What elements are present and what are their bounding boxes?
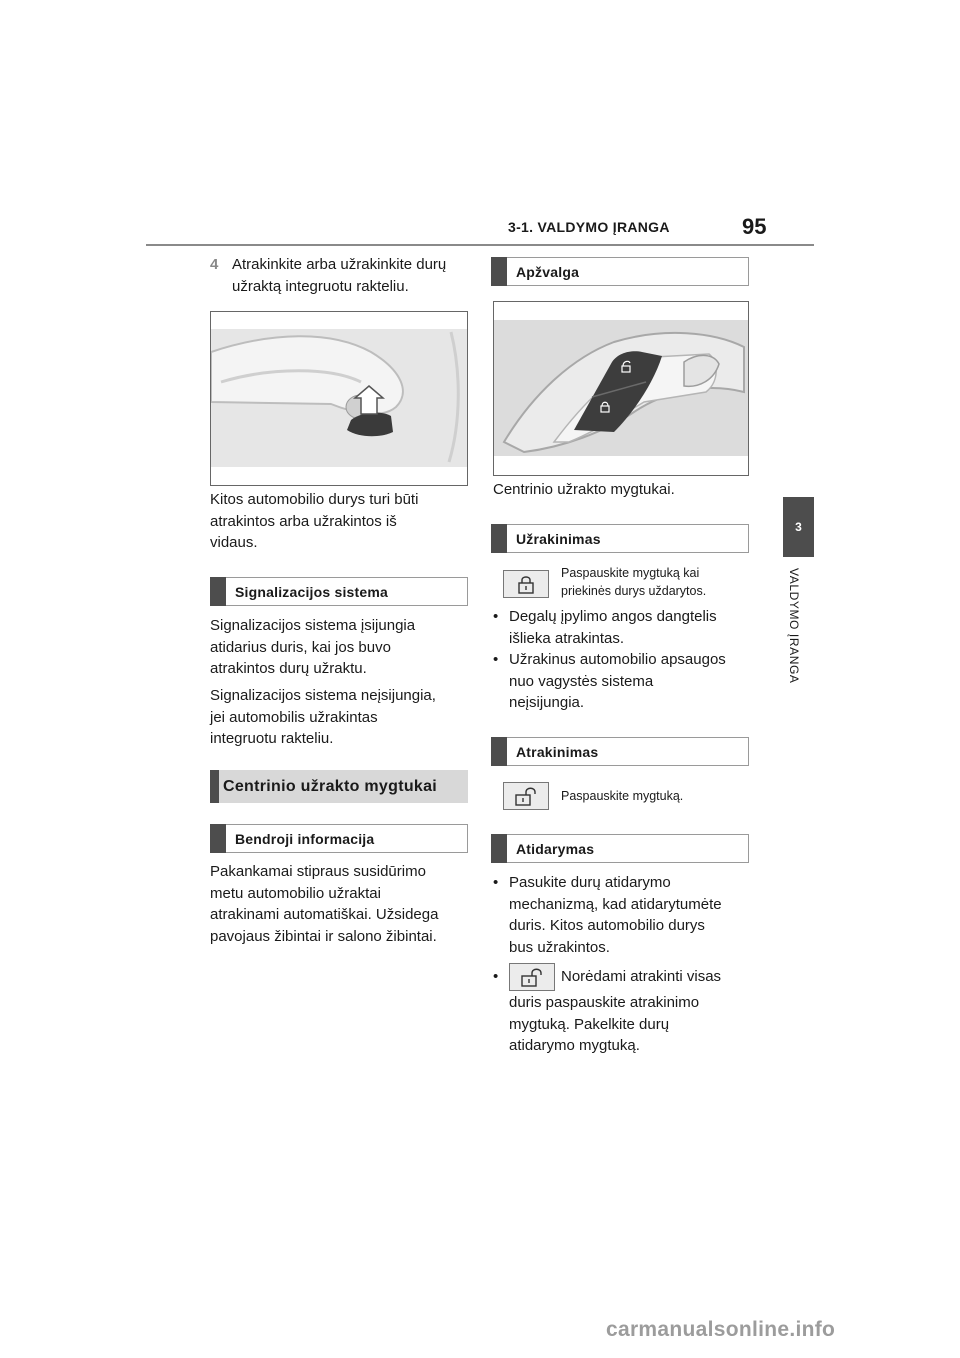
open-bullet-2 — [493, 966, 755, 1057]
heading-locking — [491, 524, 749, 553]
step-line: užraktą integruotu rakteliu. — [232, 277, 409, 295]
section-title: 3-1. VALDYMO ĮRANGA — [508, 219, 670, 235]
watermark: carmanualsonline.info — [606, 1318, 836, 1341]
heading-bar — [210, 770, 219, 803]
page-number: 95 — [742, 214, 767, 239]
heading-label: Centrinio užrakto mygtukai — [223, 777, 438, 795]
list-item — [493, 966, 755, 1057]
text-line: jei automobilis užrakintas — [210, 708, 378, 726]
text-line: Pasukite durų atidarymo — [509, 874, 671, 891]
text-line: mechanizmą, kad atidarytumėte — [509, 895, 722, 913]
text-line: bus užrakintos. — [509, 938, 610, 956]
door-handle-illustration — [211, 312, 467, 485]
chapter-tab: 3 — [783, 497, 814, 557]
text-line: atidarymo mygtuką. — [509, 1037, 640, 1054]
figure-caption: Centrinio užrakto mygtukai. — [493, 481, 675, 498]
text-line: Pakankamai stipraus susidūrimo — [210, 863, 426, 880]
heading-bar — [491, 834, 507, 863]
chapter-side-label: VALDYMO ĮRANGA — [787, 568, 801, 684]
heading-bar — [210, 577, 226, 606]
text-line: Signalizacijos sistema įsijungia — [210, 617, 416, 634]
text-line: nuo vagystės sistema — [509, 672, 654, 690]
heading-label: Apžvalga — [516, 263, 580, 280]
general-paragraph — [210, 861, 472, 947]
heading-label: Signalizacijos sistema — [235, 583, 389, 600]
unlock-button-symbol — [503, 782, 549, 810]
heading-bar — [491, 737, 507, 766]
heading-alarm-system — [210, 577, 468, 606]
step-4 — [210, 254, 470, 297]
bullet-marker: • — [493, 874, 499, 891]
text-line: išlieka atrakintas. — [509, 629, 625, 647]
text-line: atidarius duris, kai jos buvo — [210, 638, 391, 656]
bullet-marker: • — [493, 968, 499, 985]
padlock-open-icon — [514, 786, 538, 806]
header-rule — [146, 244, 814, 246]
list-item — [493, 606, 755, 649]
text-line: Užrakinus automobilio apsaugos — [509, 651, 726, 668]
text-line: atrakintos arba užrakintos iš — [210, 512, 397, 530]
text-line: Kitos automobilio durys turi būti — [210, 491, 419, 508]
padlock-closed-icon — [516, 574, 536, 594]
central-lock-figure — [493, 301, 749, 476]
figure-note — [210, 489, 472, 554]
heading-bar — [210, 824, 226, 853]
heading-bar — [491, 524, 507, 553]
unlock-note: Paspauskite mygtuką. — [561, 789, 684, 803]
text-line: priekinės durys uždarytos. — [561, 584, 707, 598]
open-bullet-1 — [493, 872, 755, 958]
text-line: Paspauskite mygtuką kai — [561, 566, 700, 580]
list-item — [493, 872, 755, 958]
padlock-open-icon — [520, 967, 544, 987]
text-line-with-icon — [509, 966, 721, 988]
text-line: Norėdami atrakinti visas — [561, 968, 722, 986]
text-line: atrakinami automatiškai. Užsidega — [210, 906, 439, 923]
text-line: mygtuką. Pakelkite durų — [509, 1015, 670, 1033]
lock-note — [561, 564, 706, 600]
text-line: duris. Kitos automobilio durys — [509, 917, 705, 934]
heading-general-info — [210, 824, 468, 853]
alarm-paragraph-2 — [210, 685, 472, 750]
heading-label: Atrakinimas — [516, 743, 599, 760]
heading-overview — [491, 257, 749, 286]
text-line: Degalų įpylimo angos dangtelis — [509, 608, 717, 625]
heading-label: Atidarymas — [516, 840, 595, 857]
alarm-paragraph-1 — [210, 615, 472, 680]
inline-unlock-button-symbol — [509, 963, 555, 991]
heading-central-lock-buttons — [210, 770, 468, 803]
text-line: neįsijungia. — [509, 694, 585, 711]
text-line: metu automobilio užraktai — [210, 884, 381, 902]
text-line: integruotu rakteliu. — [210, 730, 334, 747]
door-panel-illustration — [494, 302, 748, 475]
lock-button-symbol — [503, 570, 549, 598]
step-line: Atrakinkite arba užrakinkite durų — [232, 256, 447, 273]
bullet-marker: • — [493, 651, 499, 668]
heading-label: Užrakinimas — [516, 530, 601, 547]
step-number: 4 — [210, 256, 219, 273]
text-line: atrakintos durų užraktu. — [210, 660, 367, 677]
text-line: Signalizacijos sistema neįsijungia, — [210, 687, 436, 704]
text-line: pavojaus žibintai ir salono žibintai. — [210, 927, 437, 945]
heading-label: Bendroji informacija — [235, 830, 375, 847]
bullet-marker: • — [493, 608, 499, 625]
door-handle-figure — [210, 311, 468, 486]
heading-unlocking — [491, 737, 749, 766]
text-line: vidaus. — [210, 534, 258, 551]
lock-bullets — [493, 606, 755, 714]
heading-opening — [491, 834, 749, 863]
text-line: duris paspauskite atrakinimo — [509, 994, 700, 1011]
list-item — [493, 649, 755, 714]
heading-bar — [491, 257, 507, 286]
